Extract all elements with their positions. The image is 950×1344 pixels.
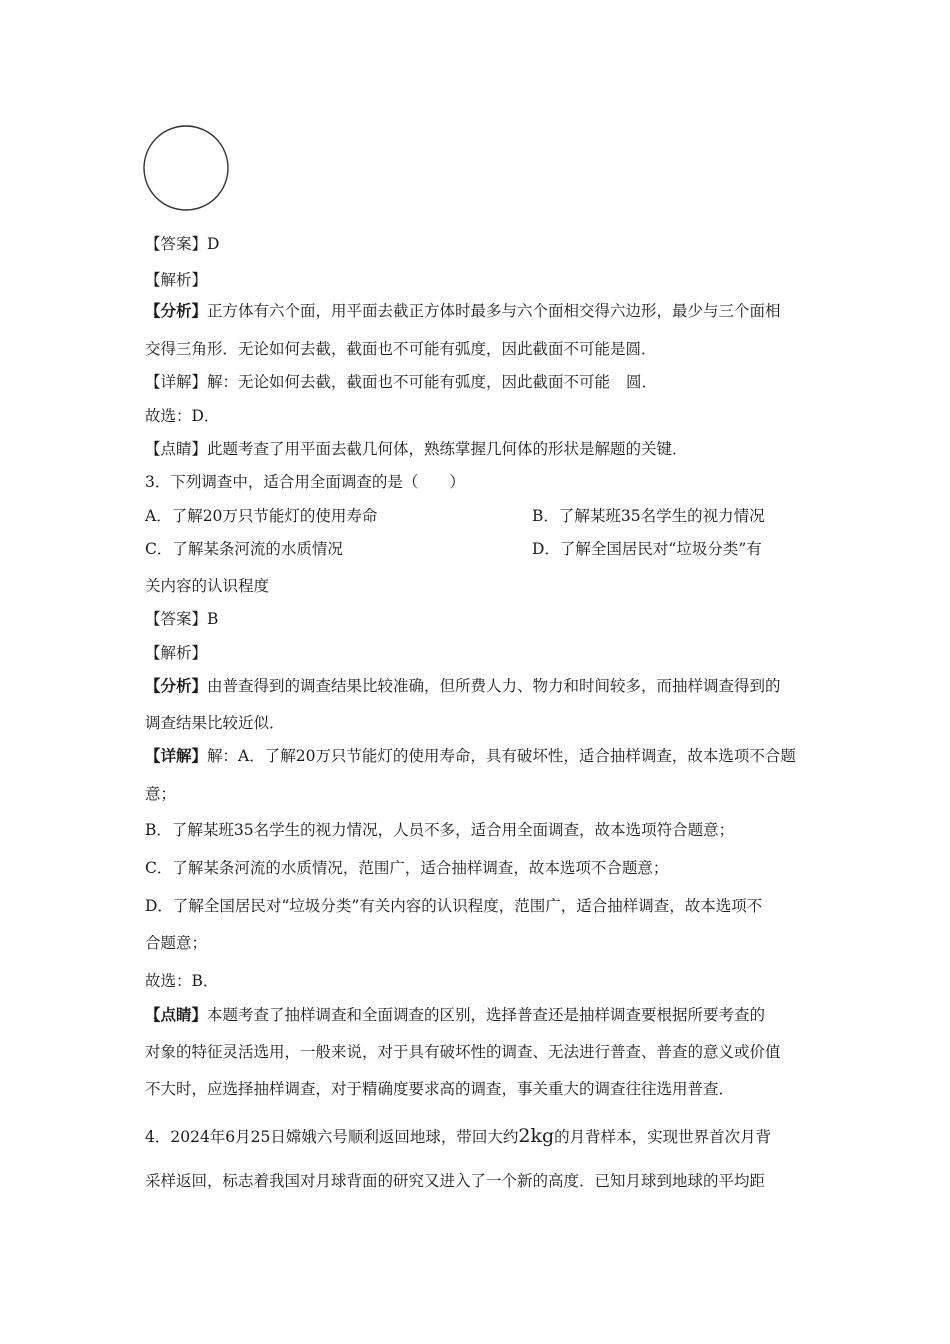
fenxi-label: 【分析】 (145, 301, 208, 320)
xiangjie-label: 【详解】 (145, 373, 208, 391)
circle-figure (143, 125, 229, 211)
q3-fenxi-line2: 调查结果比较近似． (145, 714, 285, 732)
q3-dianjing-line2: 对象的特征灵活选用，一般来说，对于具有破坏性的调查、无法进行普查、普查的意义或价值 (145, 1043, 781, 1061)
q3-option-d: D．了解全国居民对“垃圾分类”有 (532, 540, 762, 558)
q4-stem-unit: 2kg (518, 1125, 555, 1147)
q3-dianjing-line3: 不大时，应选择抽样调查，对于精确度要求高的调查，事关重大的调查往往选用普查． (145, 1080, 735, 1098)
q3-option-d-cont: 关内容的认识程度 (145, 577, 270, 595)
q3-xiangjie-line2: 意； (145, 785, 177, 803)
q2-fenxi-line1 (145, 300, 781, 322)
q3-option-c: C．了解某条河流的水质情况 (145, 540, 343, 558)
q3-fenxi-line1 (145, 675, 781, 697)
q2-answer: 【答案】D (145, 235, 220, 253)
q3-line-d1: D．了解全国居民对“垃圾分类”有关内容的认识程度，范围广，适合抽样调查，故本选项不 (145, 897, 763, 915)
q3-xiangjie-line1 (145, 745, 796, 767)
fenxi-label: 【分析】 (145, 676, 208, 695)
q4-stem-b: 的月背样本，实现世界首次月背 (554, 1128, 772, 1146)
q4-stem-line1 (145, 1125, 771, 1148)
fenxi-text: 正方体有六个面，用平面去截正方体时最多与六个面相交得六边形，最少与三个面相 (207, 302, 781, 320)
q3-option-a: A．了解20万只节能灯的使用寿命 (145, 507, 378, 525)
xiangjie-text: 解：A．了解20万只节能灯的使用寿命，具有破坏性，适合抽样调查，故本选项不合题 (207, 747, 796, 765)
dianjing-text: 此题考查了用平面去截几何体，熟练掌握几何体的形状是解题的关键． (207, 440, 688, 458)
q4-stem-line2: 采样返回，标志着我国对月球背面的研究又进入了一个新的高度．已知月球到地球的平均距 (145, 1172, 766, 1190)
q3-dianjing-line1 (145, 1004, 765, 1026)
q2-fenxi-line2: 交得三角形．无论如何去截，截面也不可能有弧度，因此截面不可能是圆． (145, 340, 657, 358)
q3-stem: 3．下列调查中，适合用全面调查的是（ ） (145, 473, 465, 491)
q3-analysis-heading: 【解析】 (145, 644, 208, 662)
q2-analysis-heading: 【解析】 (145, 271, 208, 289)
q3-guxuan: 故选：B． (145, 972, 219, 990)
q3-answer: 【答案】B (145, 610, 219, 628)
dianjing-text: 本题考查了抽样调查和全面调查的区别，选择普查还是抽样调查要根据所要考查的 (207, 1006, 766, 1024)
xiangjie-label: 【详解】 (145, 746, 208, 765)
dianjing-label: 【点睛】 (145, 1005, 208, 1024)
q3-line-b: B．了解某班35名学生的视力情况，人员不多，适合用全面调查，故本选项符合题意； (145, 821, 735, 839)
q2-xiangjie (145, 371, 657, 393)
q3-line-c: C．了解某条河流的水质情况，范围广，适合抽样调查，故本选项不合题意； (145, 859, 669, 877)
q2-guxuan: 故选：D． (145, 407, 220, 425)
q3-line-d2: 合题意； (145, 934, 208, 952)
xiangjie-text-a: 解：无论如何去截，截面也不可能有弧度，因此截面不可能 (207, 373, 611, 391)
fenxi-text: 由普查得到的调查结果比较准确，但所费人力、物力和时间较多，而抽样调查得到的 (207, 677, 781, 695)
q2-dianjing (145, 438, 688, 460)
xiangjie-text-b: 圆． (626, 373, 658, 391)
q4-stem-a: 4．2024年6月25日嫦娥六号顺利返回地球，带回大约 (145, 1128, 519, 1146)
dianjing-label: 【点睛】 (145, 440, 208, 458)
q3-option-b: B．了解某班35名学生的视力情况 (532, 507, 765, 525)
